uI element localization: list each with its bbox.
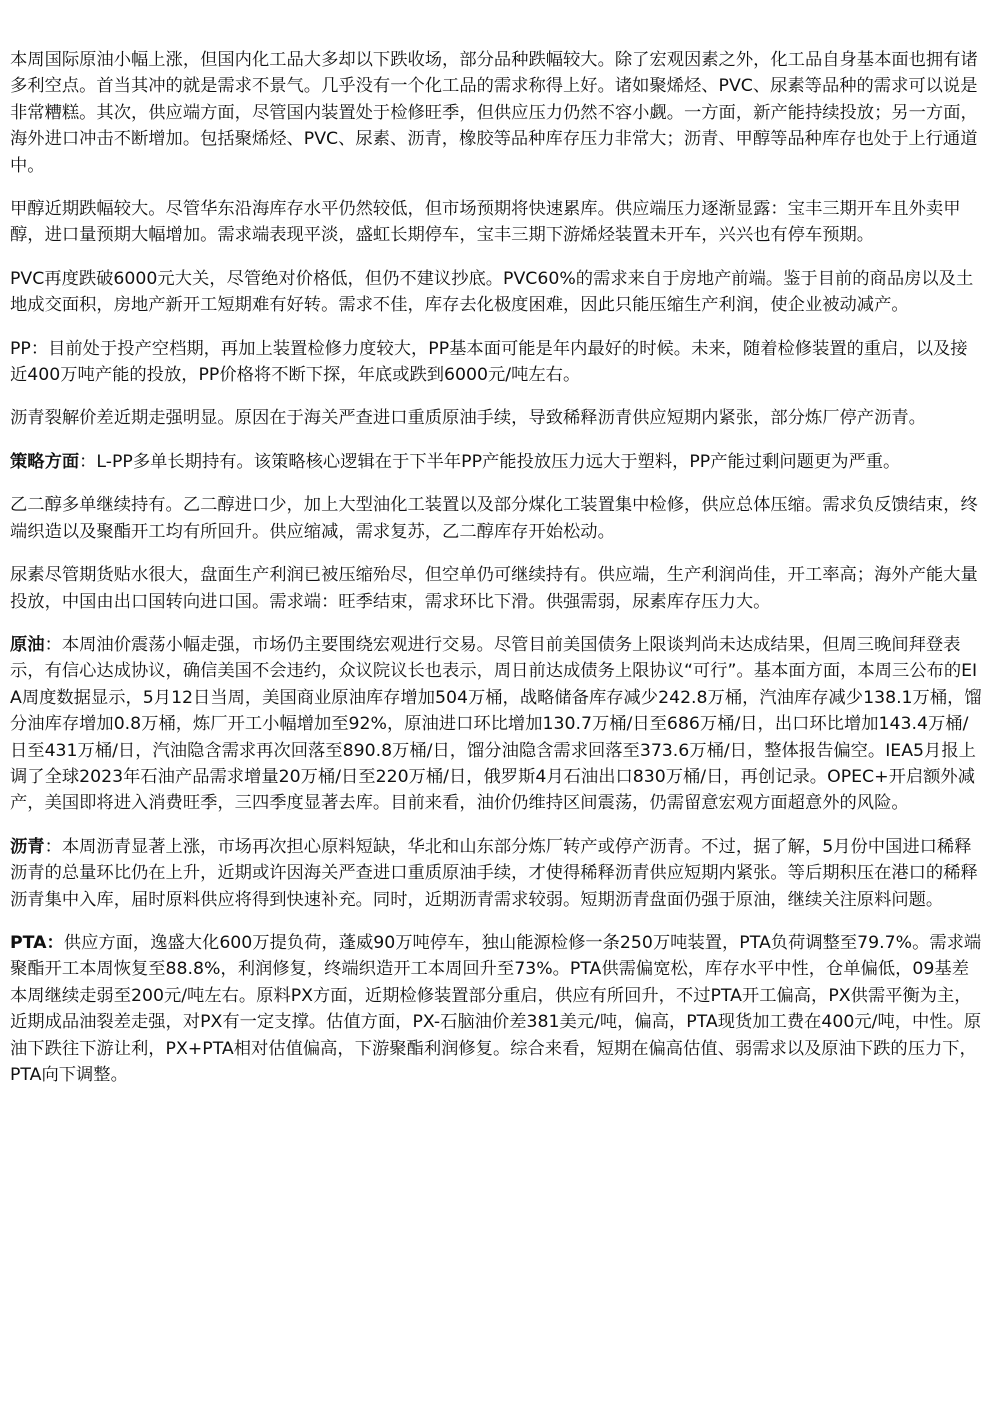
paragraph-strategy xyxy=(10,449,982,475)
paragraph-asphalt xyxy=(10,834,982,913)
paragraph-text: 尿素尽管期货贴水很大，盘面生产利润已被压缩殆尽，但空单仍可继续持有。供应端，生产利润尚佳，开工率高；海外产能大量投放，中国由出口国转向进口国。需求端：旺季结束，需求环比下滑。供强需弱，尿素库存压力大。 xyxy=(10,565,978,612)
paragraph-lead: 沥青 xyxy=(10,836,45,857)
paragraph-market-overview xyxy=(10,47,982,179)
paragraph-text: 甲醇近期跌幅较大。尽管华东沿海库存水平仍然较低，但市场预期将快速累库。供应端压力逐渐显露：宝丰三期开车且外卖甲醇，进口量预期大幅增加。需求端表现平淡，盛虹长期停车，宝丰三期下游烯烃装置未开车，兴兴也有停车预期。 xyxy=(10,199,961,246)
paragraph-text: ：本周油价震荡小幅走强，市场仍主要围绕宏观进行交易。尽管目前美国债务上限谈判尚未达成结果，但周三晚间拜登表示，有信心达成协议，确信美国不会违约，众议院议长也表示，周日前达成债务上限协议“可行”。基本面方面，本周三公布的EIA周度数据显示，5月12日当周，美国商业原油库存增加504万桶，战略储备库存减少242.8万桶，汽油库存减少138.1万桶，馏分油库存增加0.8万桶，炼厂开工小幅增加至92%，原油进口环比增加130.7万桶/日至686万桶/日，出口环比增加143.4万桶/日至431万桶/日，汽油隐含需求再次回落至890.8万桶/日，馏分油隐含需求回落至373.6万桶/日，整体报告偏空。IEA5月报上调了全球2023年石油产品需求增量20万桶/日至220万桶/日，俄罗斯4月石油出口830万桶/日，再创记录。OPEC+开启额外减产，美国即将进入消费旺季，三四季度显著去库。目前来看，油价仍维持区间震荡，仍需留意宏观方面超意外的风险。 xyxy=(10,634,982,814)
paragraph-crude-oil xyxy=(10,632,982,817)
paragraph-lead: 原油 xyxy=(10,634,45,655)
paragraph-text: PVC再度跌破6000元大关，尽管绝对价格低，但仍不建议抄底。PVC60%的需求来自于房地产前端。鉴于目前的商品房以及土地成交面积，房地产新开工短期难有好转。需求不佳，库存去化极度困难，因此只能压缩生产利润，使企业被动减产。 xyxy=(10,268,974,316)
document-body xyxy=(10,47,982,1105)
paragraph-lead: 策略方面 xyxy=(10,451,80,472)
paragraph-text: 供应方面，逸盛大化600万提负荷，蓬威90万吨停车，独山能源检修一条250万吨装置，PTA负荷调整至79.7%。需求端聚酯开工本周恢复至88.8%，利润修复，终端织造开工本周回升至73%。PTA供需偏宽松，库存水平中性，仓单偏低，09基差本周继续走弱至200元/吨左右。原料PX方面，近期检修装置部分重启，供应有所回升，不过PTA开工偏高，PX供需平衡为主，近期成品油裂差走强，对PX有一定支撑。估值方面，PX-石脑油价差381美元/吨，偏高，PTA现货加工费在400元/吨，中性。原油下跌往下游让利，PX+PTA相对估值偏高，下游聚酯利润修复。综合来看，短期在偏高估值、弱需求以及原油下跌的压力下，PTA向下调整。 xyxy=(10,932,982,1085)
paragraph-pta xyxy=(10,930,982,1088)
paragraph-ethylene-glycol xyxy=(10,492,982,545)
paragraph-pvc xyxy=(10,266,982,319)
paragraph-methanol xyxy=(10,196,982,249)
paragraph-text: ：L-PP多单长期持有。该策略核心逻辑在于下半年PP产能投放压力远大于塑料，PP产能过剩问题更为严重。 xyxy=(79,451,901,472)
paragraph-text: ：本周沥青显著上涨，市场再次担心原料短缺，华北和山东部分炼厂转产或停产沥青。不过，据了解，5月份中国进口稀释沥青的总量环比仍在上升，近期或许因海关严查进口重质原油手续，才使得稀释沥青供应短期内紧张。等后期积压在港口的稀释沥青集中入库，届时原料供应将得到快速补充。同时，近期沥青需求较弱。短期沥青盘面仍强于原油，继续关注原料问题。 xyxy=(10,836,978,910)
paragraph-text: 沥青裂解价差近期走强明显。原因在于海关严查进口重质原油手续，导致稀释沥青供应短期内紧张，部分炼厂停产沥青。 xyxy=(10,408,926,429)
paragraph-text: 本周国际原油小幅上涨，但国内化工品大多却以下跌收场，部分品种跌幅较大。除了宏观因素之外，化工品自身基本面也拥有诸多利空点。首当其冲的就是需求不景气。几乎没有一个化工品的需求称得上好。诸如聚烯烃、PVC、尿素等品种的需求可以说是非常糟糕。其次，供应端方面，尽管国内装置处于检修旺季，但供应压力仍然不容小觑。一方面，新产能持续投放；另一方面，海外进口冲击不断增加。包括聚烯烃、PVC、尿素、沥青，橡胶等品种库存压力非常大；沥青、甲醇等品种库存也处于上行通道中。 xyxy=(10,50,978,176)
paragraph-text: PP：目前处于投产空档期，再加上装置检修力度较大，PP基本面可能是年内最好的时候。未来，随着检修装置的重启，以及接近400万吨产能的投放，PP价格将不断下探，年底或跌到6000元/吨左右。 xyxy=(10,338,968,386)
paragraph-asphalt-crack xyxy=(10,405,982,431)
paragraph-lead: PTA： xyxy=(10,932,64,953)
paragraph-urea xyxy=(10,562,982,615)
paragraph-pp xyxy=(10,336,982,389)
paragraph-text: 乙二醇多单继续持有。乙二醇进口少，加上大型油化工装置以及部分煤化工装置集中检修，供应总体压缩。需求负反馈结束，终端织造以及聚酯开工均有所回升。供应缩减，需求复苏，乙二醇库存开始松动。 xyxy=(10,495,978,542)
